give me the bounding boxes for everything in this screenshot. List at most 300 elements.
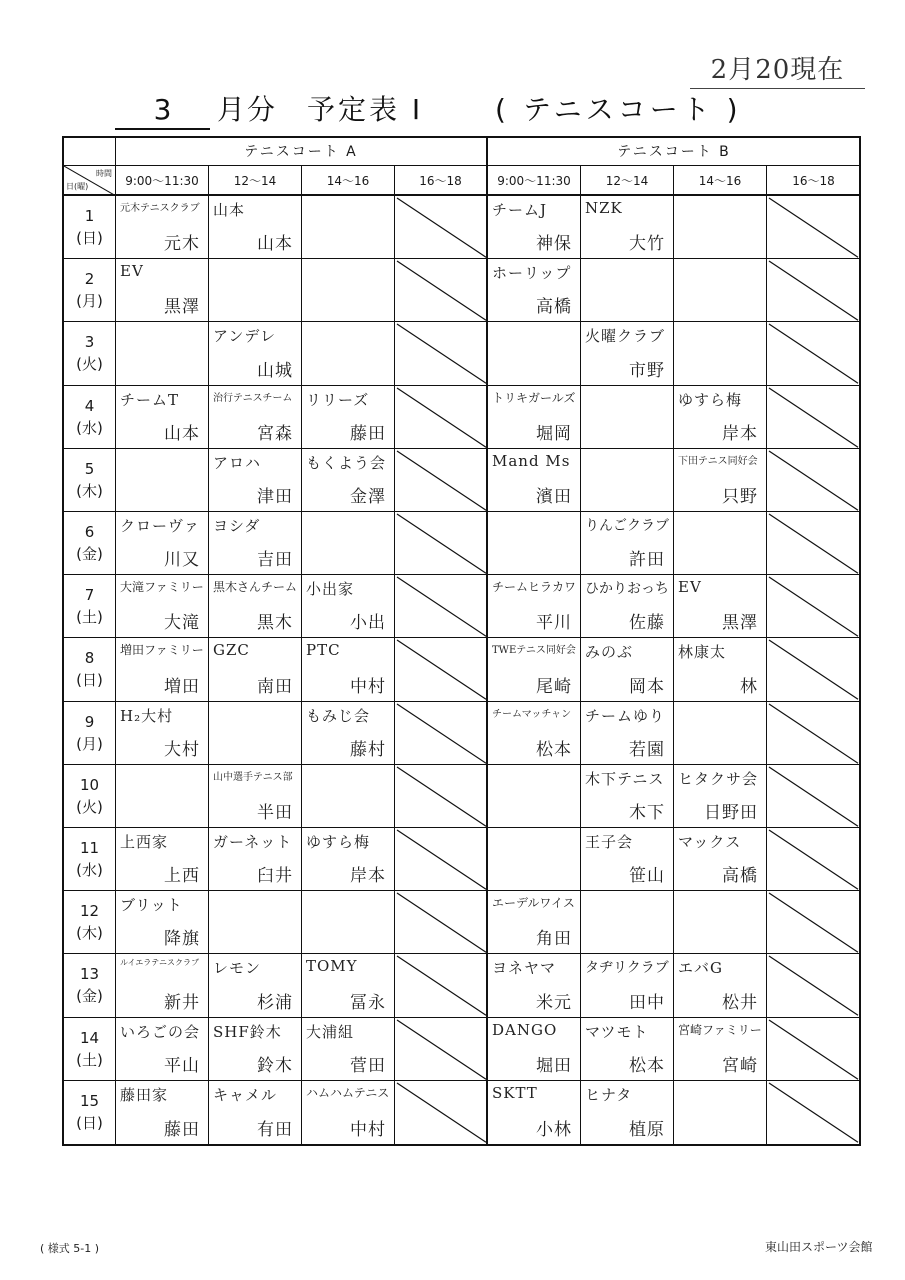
representative-name: 小林 xyxy=(536,1119,572,1140)
booking-slot[interactable] xyxy=(674,322,767,384)
representative-name: 菅田 xyxy=(350,1055,386,1076)
team-name: 林康太 xyxy=(678,643,727,662)
representative-name: 津田 xyxy=(257,486,293,507)
day-number: 13 xyxy=(79,965,100,984)
day-weekday: (土) xyxy=(76,1050,103,1069)
booking-slot[interactable] xyxy=(302,828,395,890)
representative-name: 中村 xyxy=(350,676,386,697)
team-name: ハムハムテニス xyxy=(306,1085,390,1100)
representative-name: 濱田 xyxy=(536,486,572,507)
day-weekday: (日) xyxy=(76,671,103,690)
team-name: りんごクラブ xyxy=(585,518,669,534)
booking-slot[interactable] xyxy=(209,702,302,764)
facility-name: 東山田スポーツ会館 xyxy=(765,1240,873,1254)
team-name: EV xyxy=(120,262,144,281)
slot-unavailable xyxy=(767,1018,860,1080)
representative-name: 川又 xyxy=(164,550,200,571)
booking-slot[interactable] xyxy=(674,1081,767,1144)
day-weekday: (金) xyxy=(76,545,103,564)
booking-slot[interactable] xyxy=(581,828,674,890)
representative-name: 米元 xyxy=(536,992,572,1013)
team-name: 大浦組 xyxy=(306,1022,355,1041)
team-name: 黒木さんチーム xyxy=(213,580,298,595)
team-name: ゆすら梅 xyxy=(306,833,371,851)
time-slot-header: 14～16 xyxy=(674,166,767,196)
day-row xyxy=(64,702,859,765)
day-weekday: (木) xyxy=(76,481,103,500)
team-name: ルイエラテニスクラブ xyxy=(120,958,199,968)
booking-slot[interactable] xyxy=(209,259,302,321)
booking-slot[interactable] xyxy=(488,322,581,384)
booking-slot[interactable] xyxy=(209,1081,302,1144)
representative-name: 松本 xyxy=(536,739,572,760)
unavailable-slash xyxy=(767,765,860,828)
representative-name: 市野 xyxy=(629,360,665,381)
representative-name: 藤村 xyxy=(350,739,386,760)
day-label xyxy=(64,449,116,511)
day-label xyxy=(64,638,116,700)
booking-slot[interactable] xyxy=(674,702,767,764)
team-name: SHF鈴木 xyxy=(213,1022,282,1041)
representative-name: 高橋 xyxy=(722,866,758,887)
representative-name: 大村 xyxy=(164,739,200,760)
booking-slot[interactable] xyxy=(674,449,767,511)
unavailable-slash xyxy=(767,828,860,891)
booking-slot[interactable] xyxy=(674,954,767,1016)
team-name: 宮崎ファミリー xyxy=(678,1022,762,1037)
slot-unavailable xyxy=(395,954,488,1016)
booking-slot[interactable] xyxy=(209,449,302,511)
time-slot-header: 16～18 xyxy=(395,166,488,196)
team-name: ヒタクサ会 xyxy=(678,769,759,788)
booking-slot[interactable] xyxy=(209,891,302,953)
representative-name: 元木 xyxy=(164,234,200,255)
representative-name: 許田 xyxy=(629,550,665,571)
unavailable-slash xyxy=(767,512,860,575)
representative-name: 山本 xyxy=(257,234,293,255)
booking-slot[interactable] xyxy=(581,449,674,511)
booking-slot[interactable] xyxy=(581,638,674,700)
unavailable-slash xyxy=(395,954,488,1017)
representative-name: 平川 xyxy=(536,613,572,634)
unavailable-slash xyxy=(767,386,860,449)
booking-slot[interactable] xyxy=(116,386,209,448)
day-number: 12 xyxy=(79,902,100,921)
booking-slot[interactable] xyxy=(209,954,302,1016)
team-name: 山中選手テニス部 xyxy=(213,771,293,783)
representative-name: 笹山 xyxy=(629,866,665,887)
slot-unavailable xyxy=(767,512,860,574)
representative-name: 尾崎 xyxy=(536,676,572,697)
booking-slot[interactable] xyxy=(116,891,209,953)
team-name: TOMY xyxy=(306,957,358,976)
booking-slot[interactable] xyxy=(581,512,674,574)
booking-slot[interactable] xyxy=(674,259,767,321)
booking-slot[interactable] xyxy=(209,386,302,448)
representative-name: 藤田 xyxy=(350,423,386,444)
booking-slot[interactable] xyxy=(488,828,581,890)
team-name: 小出家 xyxy=(306,580,355,599)
representative-name: 宮森 xyxy=(257,423,293,444)
booking-slot[interactable] xyxy=(302,891,395,953)
day-label xyxy=(64,702,116,764)
unavailable-slash xyxy=(767,449,860,512)
booking-slot[interactable] xyxy=(209,575,302,637)
booking-slot[interactable] xyxy=(488,259,581,321)
team-name: 大滝ファミリー xyxy=(120,580,204,595)
title-month-label: 月分 xyxy=(217,93,278,126)
booking-slot[interactable] xyxy=(116,702,209,764)
unavailable-slash xyxy=(395,891,488,954)
booking-slot[interactable] xyxy=(674,765,767,827)
booking-slot[interactable] xyxy=(581,196,674,258)
day-weekday: (火) xyxy=(76,797,103,816)
booking-slot[interactable] xyxy=(209,765,302,827)
day-label xyxy=(64,891,116,953)
slot-unavailable xyxy=(395,512,488,574)
day-row xyxy=(64,512,859,575)
booking-slot[interactable] xyxy=(116,828,209,890)
booking-slot[interactable] xyxy=(488,954,581,1016)
team-name: ゆすら梅 xyxy=(678,390,743,409)
booking-slot[interactable] xyxy=(674,1018,767,1080)
booking-slot[interactable] xyxy=(209,638,302,700)
booking-slot[interactable] xyxy=(674,828,767,890)
team-name: 下田テニス同好会 xyxy=(678,455,758,467)
representative-name: 木下 xyxy=(629,802,665,823)
day-weekday: (日) xyxy=(76,229,103,248)
day-weekday: (月) xyxy=(76,292,103,311)
unavailable-slash xyxy=(767,575,860,638)
slot-unavailable xyxy=(767,386,860,448)
booking-slot[interactable] xyxy=(674,512,767,574)
slot-unavailable xyxy=(395,765,488,827)
team-name: レモン xyxy=(213,959,262,978)
representative-name: 山城 xyxy=(257,360,293,381)
unavailable-slash xyxy=(395,765,488,828)
booking-slot[interactable] xyxy=(302,954,395,1016)
booking-slot[interactable] xyxy=(488,1081,581,1144)
team-name: チームマッチャン xyxy=(492,708,572,720)
day-row xyxy=(64,322,859,385)
team-name: 火曜クラブ xyxy=(585,327,666,346)
booking-slot[interactable] xyxy=(581,1081,674,1144)
team-name: H₂大村 xyxy=(120,706,174,725)
booking-slot[interactable] xyxy=(674,638,767,700)
team-name: アロハ xyxy=(213,453,262,472)
booking-slot[interactable] xyxy=(674,386,767,448)
day-label xyxy=(64,196,116,258)
booking-slot[interactable] xyxy=(116,954,209,1016)
booking-slot[interactable] xyxy=(116,259,209,321)
booking-slot[interactable] xyxy=(488,891,581,953)
unavailable-slash xyxy=(395,1018,488,1081)
day-weekday: (月) xyxy=(76,734,103,753)
booking-slot[interactable] xyxy=(302,702,395,764)
booking-slot[interactable] xyxy=(302,1018,395,1080)
booking-slot[interactable] xyxy=(302,386,395,448)
booking-slot[interactable] xyxy=(581,1018,674,1080)
representative-name: 高橋 xyxy=(536,297,572,318)
day-number: 5 xyxy=(84,459,95,478)
team-name: 上西家 xyxy=(120,833,169,851)
booking-slot[interactable] xyxy=(488,702,581,764)
team-name: EV xyxy=(678,578,702,597)
corner-date-label: 日(曜) xyxy=(66,182,89,191)
booking-slot[interactable] xyxy=(488,449,581,511)
representative-name: 大滝 xyxy=(164,613,200,634)
team-name: PTC xyxy=(306,641,341,660)
time-slot-header: 9:00～11:30 xyxy=(116,166,209,196)
day-label xyxy=(64,1081,116,1144)
representative-name: 神保 xyxy=(536,234,572,255)
day-row xyxy=(64,259,859,322)
day-row xyxy=(64,891,859,954)
booking-slot[interactable] xyxy=(488,1018,581,1080)
team-name: TWEテニス同好会 xyxy=(492,645,576,657)
time-slot-header: 9:00～11:30 xyxy=(488,166,581,196)
representative-name: 角田 xyxy=(536,929,572,950)
day-number: 1 xyxy=(84,207,95,226)
day-row xyxy=(64,765,859,828)
day-label xyxy=(64,1018,116,1080)
day-row xyxy=(64,196,859,259)
booking-slot[interactable] xyxy=(488,196,581,258)
team-name: ホーリップ xyxy=(492,264,572,283)
slot-unavailable xyxy=(395,638,488,700)
representative-name: 黒澤 xyxy=(164,297,200,318)
booking-slot[interactable] xyxy=(581,954,674,1016)
team-name: もくよう会 xyxy=(306,453,387,472)
day-number: 10 xyxy=(79,775,100,794)
booking-slot[interactable] xyxy=(209,196,302,258)
representative-name: 新井 xyxy=(164,992,200,1013)
team-name: ひかりおっち xyxy=(585,581,669,598)
representative-name: 小出 xyxy=(350,613,386,634)
booking-slot[interactable] xyxy=(302,765,395,827)
booking-slot[interactable] xyxy=(116,449,209,511)
day-label xyxy=(64,259,116,321)
representative-name: 黒澤 xyxy=(722,613,758,634)
day-weekday: (土) xyxy=(76,608,103,627)
slot-unavailable xyxy=(395,449,488,511)
day-number: 11 xyxy=(79,839,100,858)
booking-slot[interactable] xyxy=(209,1018,302,1080)
representative-name: 日野田 xyxy=(704,802,758,823)
schedule-table xyxy=(62,136,861,1146)
time-slot-header: 12～14 xyxy=(581,166,674,196)
representative-name: 南田 xyxy=(257,676,293,697)
unavailable-slash xyxy=(395,575,488,638)
booking-slot[interactable] xyxy=(488,386,581,448)
day-weekday: (木) xyxy=(76,924,103,943)
day-row xyxy=(64,575,859,638)
team-name: みのぶ xyxy=(585,643,634,662)
representative-name: 岸本 xyxy=(722,423,758,444)
day-row xyxy=(64,386,859,449)
title-month: 3 xyxy=(115,90,210,130)
team-name: エバG xyxy=(678,959,723,978)
representative-name: 臼井 xyxy=(257,866,293,887)
time-slot-header: 16～18 xyxy=(767,166,860,196)
day-weekday: (金) xyxy=(76,987,103,1006)
unavailable-slash xyxy=(767,322,860,385)
booking-slot[interactable] xyxy=(209,322,302,384)
team-name: ヒナタ xyxy=(585,1085,633,1104)
unavailable-slash xyxy=(395,259,488,322)
slot-unavailable xyxy=(767,765,860,827)
representative-name: 佐藤 xyxy=(629,613,665,634)
team-name: 治行テニスチーム xyxy=(213,392,293,404)
day-number: 6 xyxy=(84,523,95,542)
booking-slot[interactable] xyxy=(116,765,209,827)
team-name: 王子会 xyxy=(585,833,634,851)
team-name: GZC xyxy=(213,641,250,660)
booking-slot[interactable] xyxy=(302,322,395,384)
representative-name: 只野 xyxy=(722,486,758,507)
unavailable-slash xyxy=(395,386,488,449)
slot-unavailable xyxy=(395,259,488,321)
slot-unavailable xyxy=(395,386,488,448)
representative-name: 松本 xyxy=(629,1055,665,1076)
representative-name: 鈴木 xyxy=(257,1055,293,1076)
slot-unavailable xyxy=(767,638,860,700)
booking-slot[interactable] xyxy=(302,196,395,258)
booking-slot[interactable] xyxy=(116,575,209,637)
team-name: ブリット xyxy=(120,896,183,915)
team-name: 元木テニスクラブ xyxy=(120,203,200,214)
booking-slot[interactable] xyxy=(581,702,674,764)
team-name: チームゆり xyxy=(585,706,666,725)
team-name: タヂリクラブ xyxy=(585,960,669,977)
slot-unavailable xyxy=(395,1081,488,1144)
unavailable-slash xyxy=(395,702,488,765)
day-label xyxy=(64,828,116,890)
unavailable-slash xyxy=(395,1081,488,1144)
booking-slot[interactable] xyxy=(116,1081,209,1144)
booking-slot[interactable] xyxy=(488,575,581,637)
representative-name: 岸本 xyxy=(350,866,386,887)
team-name: クローヴァ xyxy=(120,517,200,535)
booking-slot[interactable] xyxy=(674,196,767,258)
representative-name: 上西 xyxy=(164,866,200,887)
day-number: 14 xyxy=(79,1028,100,1047)
day-label xyxy=(64,386,116,448)
booking-slot[interactable] xyxy=(488,765,581,827)
booking-slot[interactable] xyxy=(302,259,395,321)
unavailable-slash xyxy=(767,954,860,1017)
representative-name: 若園 xyxy=(629,739,665,760)
booking-slot[interactable] xyxy=(302,638,395,700)
time-slot-header: 14～16 xyxy=(302,166,395,196)
status-note: 2月20現在 xyxy=(690,52,865,89)
slot-unavailable xyxy=(395,196,488,258)
booking-slot[interactable] xyxy=(302,449,395,511)
unavailable-slash xyxy=(767,638,860,701)
day-weekday: (日) xyxy=(76,1114,103,1133)
unavailable-slash xyxy=(767,891,860,954)
day-number: 15 xyxy=(79,1092,100,1111)
team-name: キャメル xyxy=(213,1085,278,1104)
booking-slot[interactable] xyxy=(209,512,302,574)
day-label xyxy=(64,954,116,1016)
day-number: 7 xyxy=(84,586,95,605)
team-name: マツモト xyxy=(585,1022,649,1041)
slot-unavailable xyxy=(767,259,860,321)
representative-name: 山本 xyxy=(164,423,200,444)
slot-unavailable xyxy=(395,891,488,953)
booking-slot[interactable] xyxy=(581,386,674,448)
representative-name: 堀田 xyxy=(536,1055,572,1076)
unavailable-slash xyxy=(395,196,488,259)
booking-slot[interactable] xyxy=(581,259,674,321)
unavailable-slash xyxy=(395,828,488,891)
team-name: ヨシダ xyxy=(213,517,261,535)
representative-name: 吉田 xyxy=(257,550,293,571)
unavailable-slash xyxy=(395,638,488,701)
booking-slot[interactable] xyxy=(116,512,209,574)
team-name: トリキガールズ xyxy=(492,390,576,405)
representative-name: 松井 xyxy=(722,992,758,1013)
booking-slot[interactable] xyxy=(116,638,209,700)
representative-name: 藤田 xyxy=(164,1119,200,1140)
booking-slot[interactable] xyxy=(302,512,395,574)
team-name: マックス xyxy=(678,833,742,851)
slot-unavailable xyxy=(767,702,860,764)
slot-unavailable xyxy=(395,322,488,384)
slot-unavailable xyxy=(395,575,488,637)
team-name: NZK xyxy=(585,199,623,217)
representative-name: 田中 xyxy=(629,992,665,1013)
unavailable-slash xyxy=(767,196,860,259)
day-number: 4 xyxy=(84,396,95,415)
booking-slot[interactable] xyxy=(581,322,674,384)
team-name: チームT xyxy=(120,390,180,409)
court-header-b: テニスコート B xyxy=(488,138,860,166)
title-plan-label: 予定表 Ⅰ xyxy=(307,93,424,126)
slot-unavailable xyxy=(767,1081,860,1144)
unavailable-slash xyxy=(767,1018,860,1081)
booking-slot[interactable] xyxy=(116,196,209,258)
booking-slot[interactable] xyxy=(302,575,395,637)
representative-name: 金澤 xyxy=(350,486,386,507)
team-name: 藤田家 xyxy=(120,1085,169,1104)
booking-slot[interactable] xyxy=(302,1081,395,1144)
representative-name: 中村 xyxy=(350,1119,386,1140)
booking-slot[interactable] xyxy=(581,891,674,953)
team-name: 山本 xyxy=(213,201,246,219)
representative-name: 宮崎 xyxy=(722,1055,758,1076)
page-title xyxy=(115,90,875,130)
booking-slot[interactable] xyxy=(674,575,767,637)
team-name: SKTT xyxy=(492,1083,538,1102)
slot-unavailable xyxy=(767,954,860,1016)
booking-slot[interactable] xyxy=(581,765,674,827)
booking-slot[interactable] xyxy=(581,575,674,637)
day-number: 8 xyxy=(84,649,95,668)
team-name: もみじ会 xyxy=(306,706,371,725)
booking-slot[interactable] xyxy=(488,512,581,574)
booking-slot[interactable] xyxy=(116,322,209,384)
booking-slot[interactable] xyxy=(116,1018,209,1080)
day-label xyxy=(64,575,116,637)
day-weekday: (水) xyxy=(76,861,103,880)
booking-slot[interactable] xyxy=(209,828,302,890)
booking-slot[interactable] xyxy=(674,891,767,953)
representative-name: 植原 xyxy=(629,1119,665,1140)
booking-slot[interactable] xyxy=(488,638,581,700)
team-name: チームJ xyxy=(492,201,548,219)
